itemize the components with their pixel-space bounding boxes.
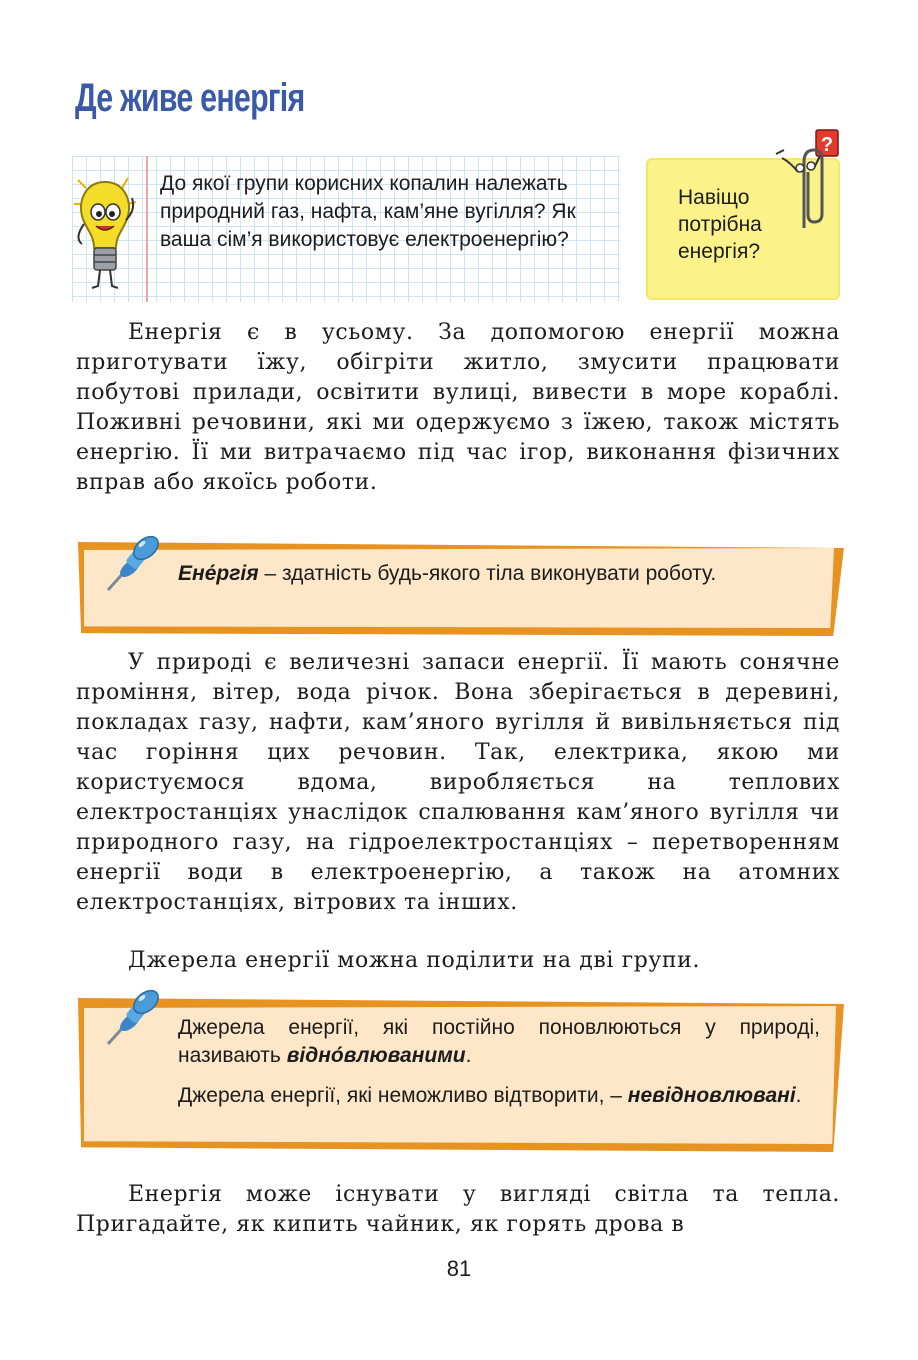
pushpin-icon: [100, 986, 164, 1050]
paperclip-question-icon: [770, 128, 842, 232]
nonrenewable-definition: [178, 1082, 820, 1110]
margin-line: [146, 156, 148, 302]
definition-box-sources: [78, 998, 844, 1152]
pushpin-icon: [100, 532, 164, 596]
renewable-definition-end: .: [465, 1044, 472, 1067]
nonrenewable-definition-text: Джерела енергії, які неможливо відтворити, –: [178, 1084, 628, 1107]
page-title: Де живе енергія: [75, 76, 305, 120]
paragraph-2: У природі є величезні запаси енергії. Її мають сонячне проміння, вітер, вода річок. Вона зберігається в деревині, покладах газу, нафти, кам’яного вугілля й вивільняється під час горіння цих речовин. Так, електрика, якою ми користуємося вдома, виробляється на теплових електростанціях унаслідок спалювання кам’яного вугілля чи природного газу, на гідроелектростанціях – перетворенням енергії води в електроенергію, а також на атомних електростанціях, вітрових та інших.: [76, 650, 840, 915]
paragraph-4: Енергія може існувати у вигляді світла та тепла. Пригадайте, як кипить чайник, як горять дрова в: [76, 1182, 840, 1237]
question-text: До якої групи корисних копалин належать природний газ, нафта, кам’яне вугілля? Як ваша сім’я використовує електроенергію?: [160, 172, 576, 251]
nonrenewable-term: невідновлювані: [627, 1084, 796, 1107]
page-number: 81: [446, 1256, 472, 1281]
lightbulb-character-icon: [72, 160, 138, 292]
question-box: [72, 156, 620, 302]
definition-box-energy: [78, 542, 844, 636]
renewable-definition: [178, 1014, 820, 1070]
paragraph-3: Джерела енергії можна поділити на дві групи.: [128, 948, 701, 973]
svg-text:?: ?: [820, 134, 834, 156]
renewable-term: відно́влюваними: [286, 1044, 466, 1067]
paragraph-1: Енергія є в усьому. За допомогою енергії можна приготувати їжу, обігріти житло, змусити працювати побутові прилади, освітити вулиці, вивести в море кораблі. Поживні речовини, які ми одержуємо з їжею, також містять енергію. Її ми витрачаємо під час ігор, виконання фізичних вправ або якоїсь роботи.: [76, 320, 840, 495]
renewable-definition-text: Джерела енергії, які постійно поновлюються у природі, називають: [178, 1016, 820, 1067]
sticky-note-text: Навіщо потрібна енергія?: [678, 186, 762, 263]
definition-term: Ене́ргія: [178, 562, 259, 585]
nonrenewable-definition-end: .: [795, 1084, 802, 1107]
definition-text: [178, 560, 820, 588]
definition-body: – здатність будь-якого тіла виконувати роботу.: [258, 562, 717, 585]
